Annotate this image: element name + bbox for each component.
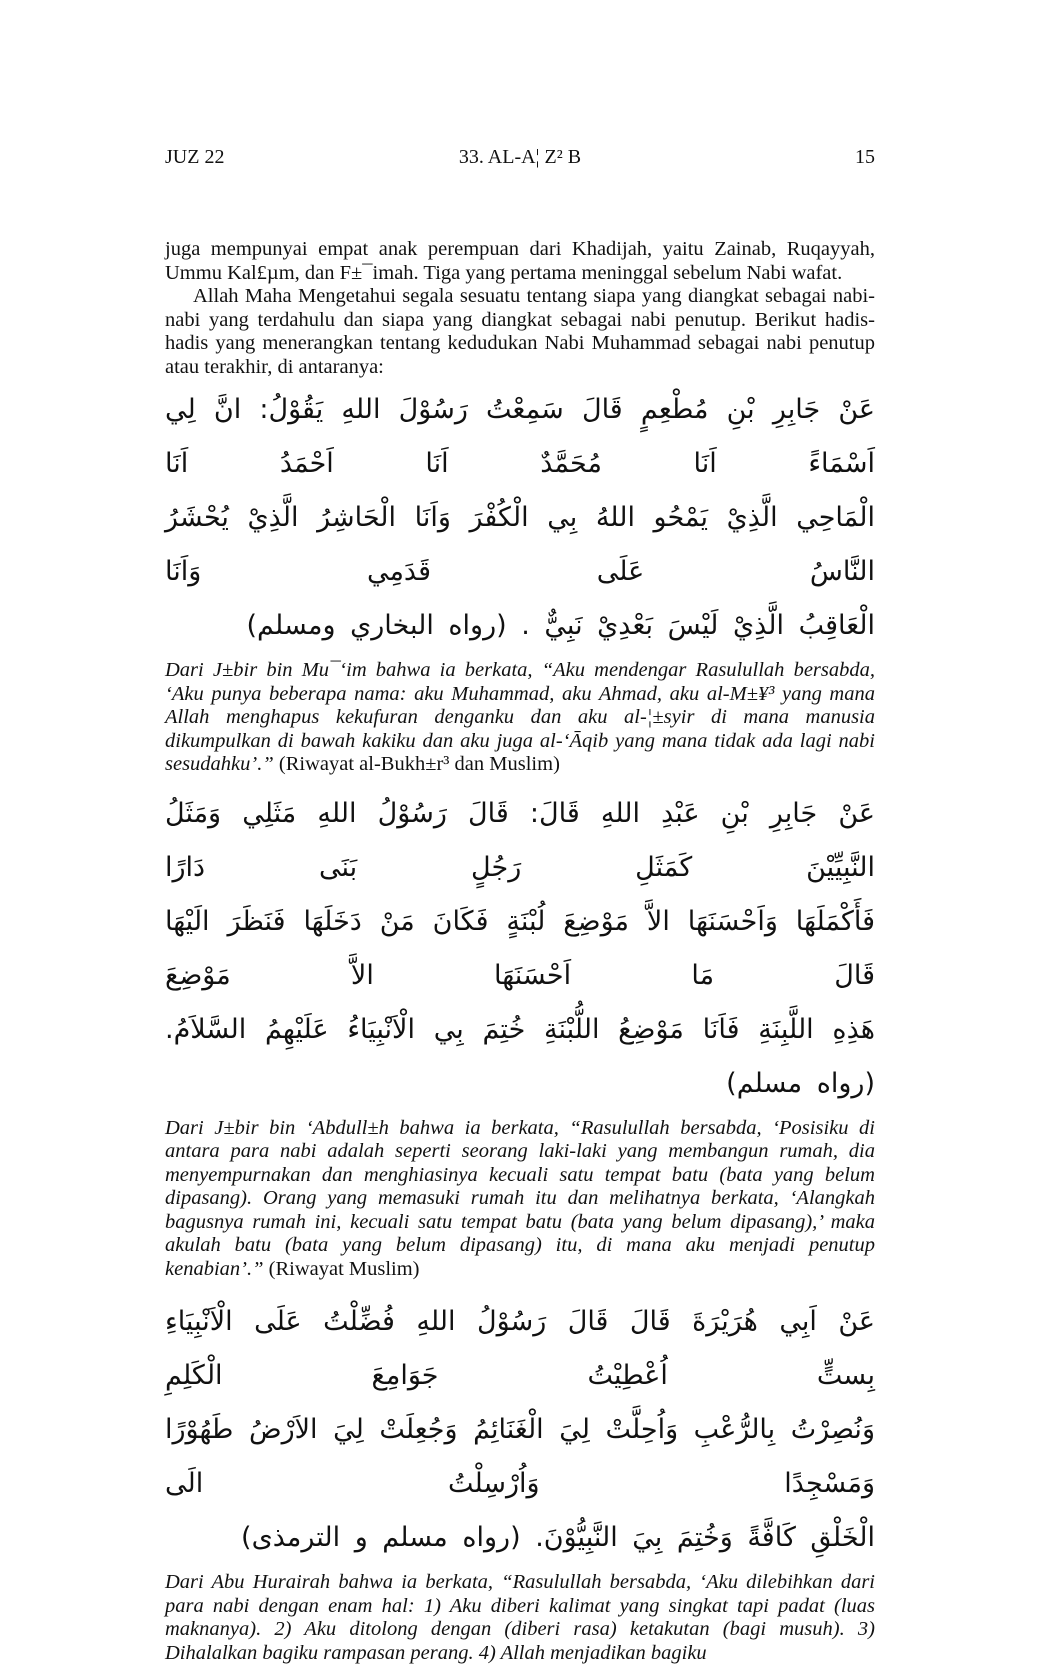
hadith-1-arabic [165,383,875,653]
arabic-line: هَذِهِ اللَّبِنَةِ فَاَنَا مَوْضِعُ اللُّبْنَةِ خُتِمَ بِي الْاَنْبِيَاءُ عَلَيْهِمُ السَّلاَمُ. (رواه مسلم) [165,1013,875,1099]
page-header [165,146,875,172]
translation-text: Dari Abu Hurairah bahwa ia berkata, “Rasulullah bersabda, ‘Aku dilebihkan dari para nabi dengan enam hal: 1) Aku diberi kalimat yang singkat tapi padat (luas maknanya). 2) Aku ditolong dengan (diberi rasa) ketakutan (bagi musuh). 3) Dihalalkan bagiku rampasan perang. 4) Allah menjadikan bagiku [165,1571,875,1664]
paragraph-2: Allah Maha Mengetahui segala sesuatu tentang siapa yang diangkat sebagai nabi-nabi yang terdahulu dan siapa yang diangkat sebagai nabi penutup. Berikut hadis-hadis yang menerangkan tentang kedudukan Nabi Muhammad sebagai nabi penutup atau terakhir, di antaranya: [165,285,875,378]
hadith-source: (Riwayat al-Bukh±r³ dan Muslim) [273,753,560,775]
hadith-3-translation [165,1571,875,1665]
hadith-source: (Riwayat Muslim) [263,1257,420,1280]
hadith-3-arabic [165,1295,875,1565]
juz-label: JUZ 22 [165,146,225,168]
arabic-line: الْمَاحِي الَّذِيْ يَمْحُو اللهُ بِي الْكُفْرَ وَاَنَا الْحَاشِرُ الَّذِيْ يُحْشَرُ النَّاسُ عَلَى قَدَمِي وَاَنَا [165,502,875,587]
page-number: 15 [855,146,875,168]
arabic-line: الْعَاقِبُ الَّذِيْ لَيْسَ بَعْدِيْ نَبِيٌّ . (رواه البخاري ومسلم) [246,610,875,641]
translation-text: Dari J±bir bin ‘Abdull±h bahwa ia berkata, “Rasulullah bersabda, ‘Posisiku di antara para nabi adalah seperti seorang laki-laki yang membangun rumah, dia menyempurnakan dan menghiasinya kecuali satu tempat batu (bata yang belum dipasang). Orang yang memasuki rumah itu dan melihatnya berkata, ‘Alangkah bagusnya rumah ini, kecuali satu tempat batu (bata yang belum dipasang),’ maka akulah batu (bata yang belum dipasang) itu, di mana aku menjadi penutup kenabian’.” [165,1116,875,1280]
hadith-1-translation [165,659,875,777]
arabic-line: عَنْ اَبِي هُرَيْرَةَ قَالَ قَالَ رَسُوْلُ اللهِ فُضِّلْتُ عَلَى الْاَنْبِيَاءِ بِستٍّ اُعْطِيْتُ جَوَامِعَ الْكَلِمِ [165,1306,875,1391]
arabic-line: عَنْ جَابِرِ بْنِ مُطْعِمٍ قَالَ سَمِعْتُ رَسُوْلَ اللهِ يَقُوْلُ: انَّ لِي اَسْمَاءً اَنَا مُحَمَّدٌ اَنَا اَحْمَدُ اَنَا [165,394,875,479]
hadith-2-arabic [165,787,875,1111]
paragraph-1: juga mempunyai empat anak perempuan dari Khadijah, yaitu Zainab, Ruqayyah, Ummu Kal£µm, dan F±¯imah. Tiga yang pertama meninggal sebelum Nabi wafat. [165,238,875,284]
arabic-line: عَنْ جَابِرِ بْنِ عَبْدِ اللهِ قَالَ: قَالَ رَسُوْلُ اللهِ مَثَلِي وَمَثَلُ النَّبِيِّيْنَ كَمَثَلِ رَجُلٍ بَنَى دَارًا [165,797,875,883]
translation-text: Dari J±bir bin Mu¯‘im bahwa ia berkata, “Aku mendengar Rasulullah bersabda, ‘Aku punya beberapa nama: aku Muhammad, aku Ahmad, aku al-M±¥³ yang mana Allah menghapus kekufuran denganku dan aku al-¦±syir di mana manusia dikumpulkan di bawah kakiku dan aku juga al-‘Āqib yang mana tidak ada lagi nabi sesudahku’.” [165,659,875,775]
page-body [165,238,875,1665]
arabic-line: وَنُصِرْتُ بِالرُّعْبِ وَاُحِلَّتْ لِيَ الْغَنَائِمُ وَجُعِلَتْ لِيَ الاَرْضُ طَهُوْرًا وَمَسْجِدًا وَاُرْسِلْتُ الَى [165,1414,875,1499]
arabic-line: فَأَكْمَلَهَا وَاَحْسَنَهَا الاَّ مَوْضِعَ لُبْنَةٍ فَكَانَ مَنْ دَخَلَهَا فَنَظَرَ الَيْهَا قَالَ مَا اَحْسَنَهَا الاَّ مَوْضِعَ [165,905,875,991]
hadith-2-translation [165,1117,875,1282]
surah-title: 33. AL-A¦ Z² B [458,146,582,168]
arabic-line: الْخَلْقِ كَافَّةً وَخُتِمَ بِيَ النَّبِيُّوْنَ. (رواه مسلم و الترمذى) [241,1522,875,1553]
